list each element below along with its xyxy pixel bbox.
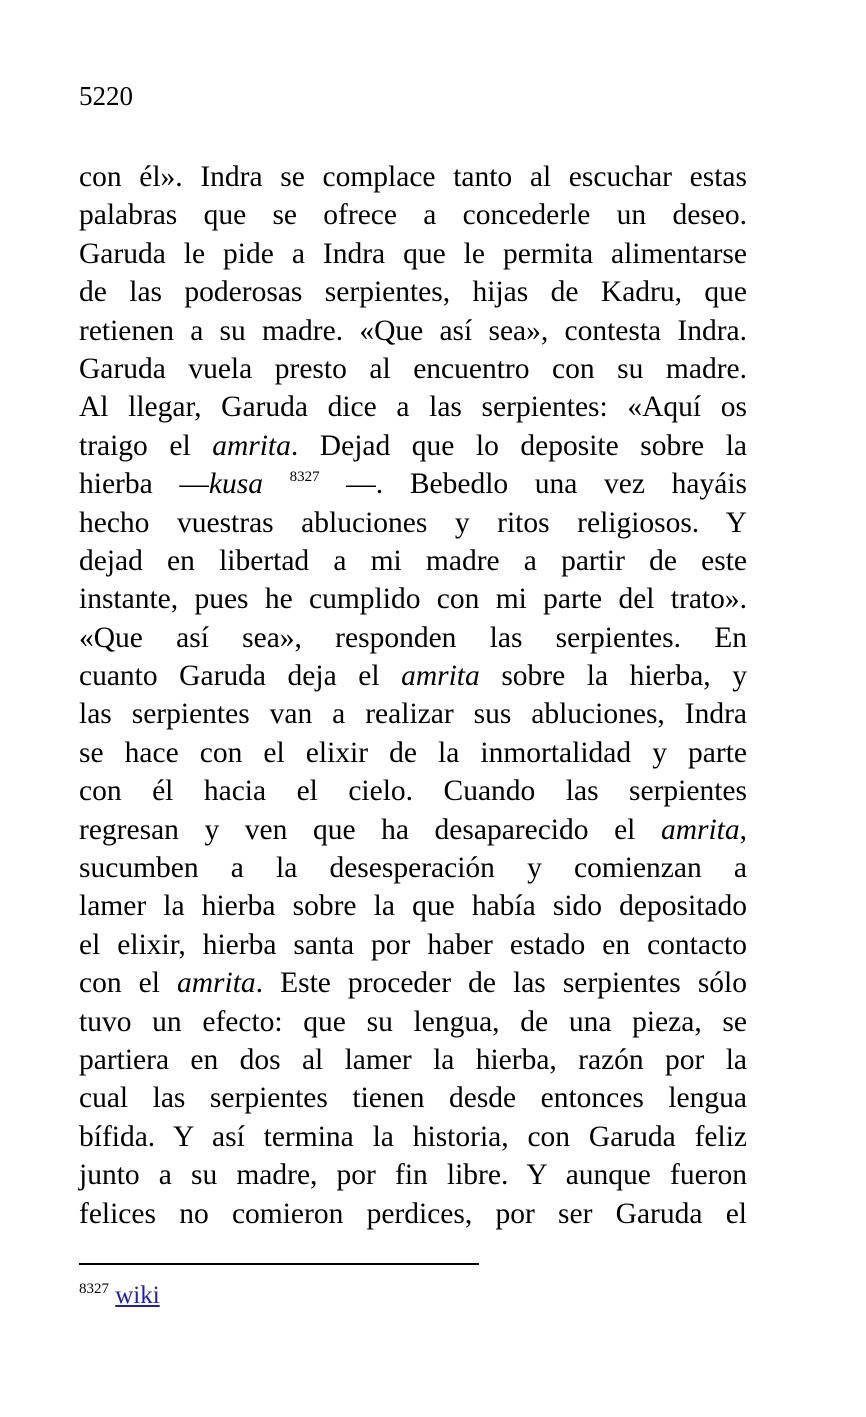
text-line: bífida. Y así termina la historia, con Garuda feliz xyxy=(79,1120,747,1153)
text-line: cual las serpientes tienen desde entonces lengua xyxy=(79,1082,747,1115)
text-line: lamer la hierba sobre la que había sido depositado xyxy=(79,890,747,923)
italic-term: amrita xyxy=(660,813,740,846)
text-line: con el amrita. Este proceder de las serpientes sólo xyxy=(79,967,747,1000)
footnote-wiki-link[interactable]: wiki xyxy=(115,1282,160,1309)
body-text xyxy=(79,158,747,1233)
text-line: tuvo un efecto: que su lengua, de una pieza, se xyxy=(79,1005,747,1038)
footnote-divider xyxy=(79,1263,479,1265)
text-line: partiera en dos al lamer la hierba, razón por la xyxy=(79,1043,747,1076)
italic-term: kusa xyxy=(208,468,263,501)
page-number: 5220 xyxy=(79,81,133,111)
text-line: se hace con el elixir de la inmortalidad y parte xyxy=(79,736,747,769)
text-line: de las poderosas serpientes, hijas de Kadru, que xyxy=(79,276,747,309)
text-line: Garuda vuela presto al encuentro con su madre. xyxy=(79,352,747,385)
text-line: las serpientes van a realizar sus abluciones, Indra xyxy=(79,698,747,731)
text-line: Garuda le pide a Indra que le permita alimentarse xyxy=(79,237,747,270)
footnote-reference[interactable]: 8327 xyxy=(289,469,320,486)
text-line: hierba —kusa $^{8327}$ —. Bebedlo una vez hayáis xyxy=(79,468,748,501)
italic-term: amrita xyxy=(176,967,256,1000)
text-line: instante, pues he cumplido con mi parte del trato». xyxy=(79,583,747,616)
text-line: dejad en libertad a mi madre a partir de este xyxy=(79,544,747,577)
text-line: con él hacia el cielo. Cuando las serpientes xyxy=(79,775,747,808)
text-line: retienen a su madre. «Que así sea», contesta Indra. xyxy=(79,314,747,347)
text-line: palabras que se ofrece a concederle un deseo. xyxy=(79,199,747,232)
text-line: regresan y ven que ha desaparecido el amrita, xyxy=(79,813,747,846)
text-line: cuanto Garuda deja el amrita sobre la hierba, y xyxy=(79,660,747,693)
footnote-number: 8327 xyxy=(79,1281,109,1297)
footnote xyxy=(79,1280,160,1312)
text-line: sucumben a la desesperación y comienzan a xyxy=(79,852,747,885)
text-line: Al llegar, Garuda dice a las serpientes: «Aquí os xyxy=(79,391,747,424)
text-line: traigo el amrita. Dejad que lo deposite sobre la xyxy=(79,429,747,462)
text-line: felices no comieron perdices, por ser Garuda el xyxy=(79,1197,747,1230)
italic-term: amrita xyxy=(401,660,480,693)
text-line: junto a su madre, por fin libre. Y aunque fueron xyxy=(79,1159,747,1192)
text-line: con él». Indra se complace tanto al escuchar estas xyxy=(79,161,747,193)
italic-term: amrita xyxy=(212,429,291,462)
text-line: hecho vuestras abluciones y ritos religiosos. Y xyxy=(79,506,747,539)
text-line: «Que así sea», responden las serpientes. En xyxy=(79,621,747,654)
text-line: el elixir, hierba santa por haber estado en contacto xyxy=(79,928,747,961)
